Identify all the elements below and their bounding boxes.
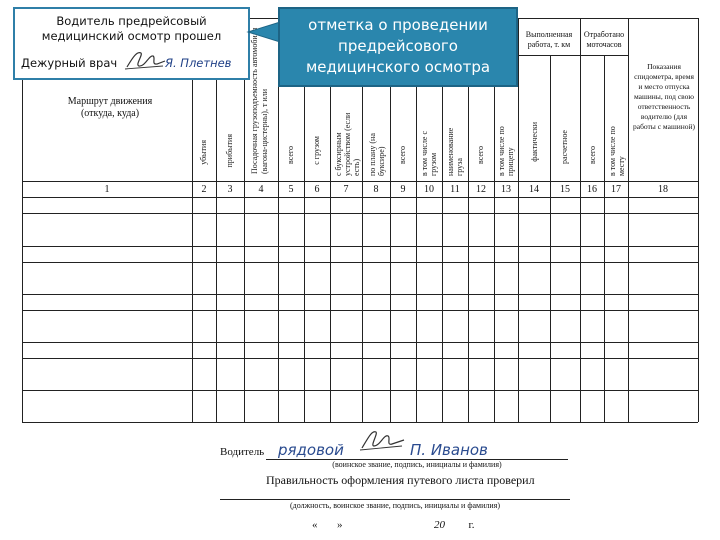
header-col-2: убытия	[199, 140, 208, 165]
date-year: 20	[434, 519, 445, 531]
header-col-18: Показания спидометра, время и место отпуска машины, под свою ответственность водителю (для работы с машиной)	[632, 62, 696, 131]
header-col-12: всего	[476, 146, 485, 165]
header-col-8: по плану (на буксире)	[368, 133, 386, 176]
medical-check-note	[13, 7, 250, 80]
driver-signature	[356, 424, 408, 454]
col-number: 14	[529, 184, 539, 195]
header-col-11: наименование груза	[446, 127, 464, 176]
header-col-10: в том числе с грузом	[420, 130, 438, 176]
col-number: 2	[201, 184, 207, 195]
col-number: 10	[424, 184, 434, 195]
doctor-name: Я. Плетнев	[165, 56, 232, 70]
route-header: Маршрут движения (откуда, куда)	[67, 96, 153, 119]
driver-caption: (воинское звание, подпись, инициалы и фамилия)	[332, 460, 502, 469]
col-number: 4	[258, 184, 264, 195]
doctor-label: Дежурный врач	[21, 56, 118, 70]
date-line	[312, 519, 512, 531]
header-col-16: всего	[588, 146, 597, 165]
medical-check-callout	[278, 7, 518, 87]
callout-line-2: предрейсового	[338, 37, 458, 55]
check-caption: (должность, воинское звание, подпись, инициалы и фамилия)	[289, 501, 501, 510]
header-col-14: фактически	[530, 122, 539, 162]
callout-pointer	[246, 20, 282, 44]
header-col-5: всего	[286, 146, 295, 165]
col-number: 9	[400, 184, 406, 195]
check-title: Правильность оформления путевого листа проверил	[266, 473, 535, 487]
driver-rank: рядовой	[278, 441, 344, 459]
col-number: 1	[104, 184, 110, 195]
col-number: 13	[501, 184, 511, 195]
header-col-13: в том числе по прицепу	[497, 126, 515, 176]
header-cargo: Посадочная грузоподъемность автомобиля (вагона-цистерны), т или	[250, 27, 269, 174]
header-col-6: с грузом	[312, 136, 321, 165]
date-close-quote: »	[337, 519, 343, 531]
driver-name: П. Иванов	[410, 441, 488, 459]
col-number: 8	[373, 184, 379, 195]
doctor-signature	[123, 47, 169, 73]
col-number: 6	[314, 184, 320, 195]
note-line-2: медицинский осмотр прошел	[41, 29, 222, 43]
header-col-7: с буксирным устройством (если есть)	[334, 112, 361, 176]
header-col-9: всего	[398, 146, 407, 165]
driver-label: Водитель	[220, 446, 265, 458]
col-number: 15	[560, 184, 570, 195]
col-number: 11	[450, 184, 460, 195]
callout-line-3: медицинского осмотра	[305, 58, 491, 76]
col-number: 5	[288, 184, 294, 195]
col-number: 18	[658, 184, 668, 195]
col-number: 17	[611, 184, 621, 195]
callout-line-1: отметка о проведении	[308, 16, 488, 34]
col-number: 7	[343, 184, 349, 195]
group-hours: Отработано моточасов	[583, 30, 625, 49]
header-col-3: прибытия	[225, 134, 234, 168]
note-line-1: Водитель предрейсовый	[56, 14, 207, 28]
col-number: 3	[227, 184, 233, 195]
col-number: 16	[587, 184, 597, 195]
header-col-15: расчетное	[560, 130, 569, 164]
group-work: Выполненная работа, т. км	[525, 30, 573, 49]
date-open-quote: «	[312, 519, 318, 531]
date-suffix: г.	[468, 519, 475, 531]
header-col-17: в том числе по месту	[608, 126, 626, 176]
col-number: 12	[476, 184, 486, 195]
